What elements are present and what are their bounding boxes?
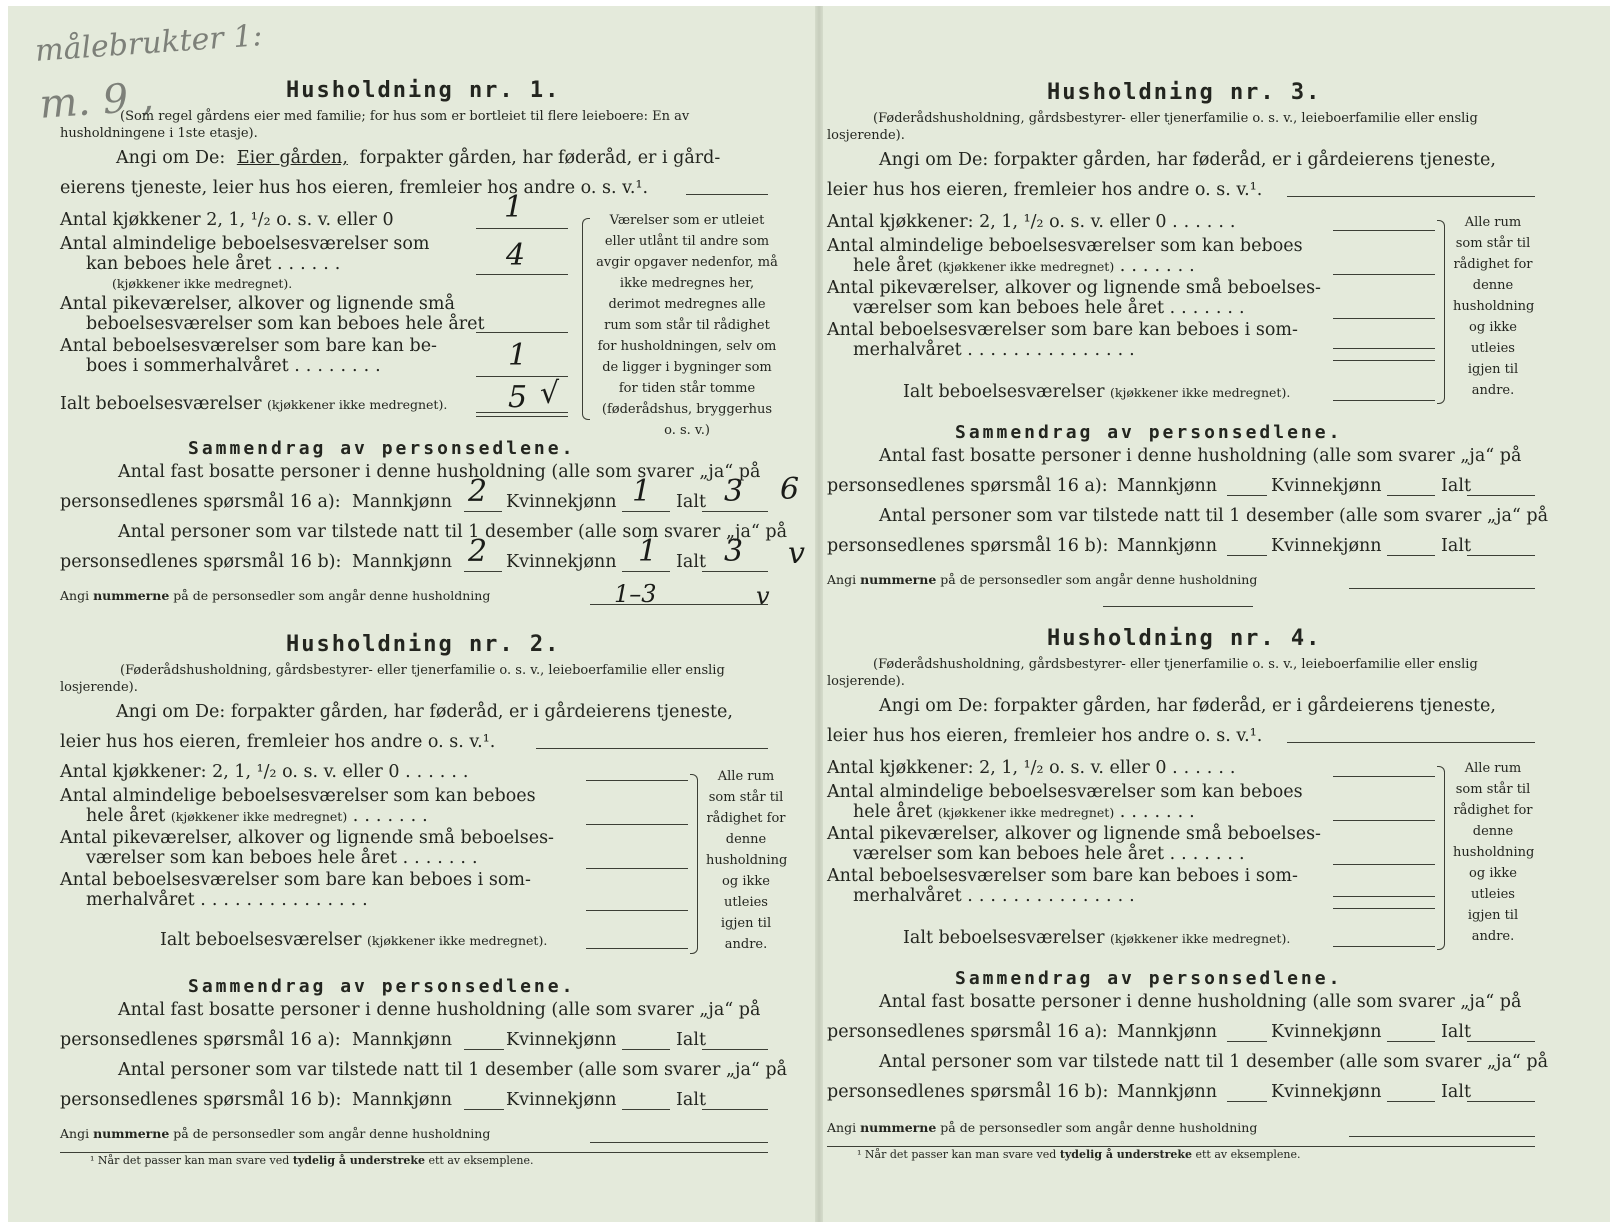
- h2-16b-kvinne-line: [622, 1109, 670, 1110]
- h4-ialt-row: [903, 928, 1290, 948]
- h4-angi-row: [879, 696, 1496, 716]
- h4-16b-kvinne-line: [1387, 1101, 1435, 1102]
- h2-sommer-label-a: Antal beboelsesværelser som bare kan beboes i som-: [60, 870, 531, 890]
- h3-16b-ialt-line: [1467, 555, 1535, 556]
- h1-angi-row2: eierens tjeneste, leier hus hos eieren, fremleier hos andre o. s. v.¹.: [60, 178, 649, 198]
- h2-ialt-row: [160, 930, 547, 950]
- h1-almind-label-c: (kjøkkener ikke medregnet).: [112, 276, 293, 291]
- h1-sommer-label-b-text: boes i sommerhalvåret: [86, 356, 289, 376]
- h1-nummer-row: [60, 588, 490, 603]
- h4-nummer-row: [827, 1120, 1257, 1135]
- h4-sommer-line: [1333, 896, 1435, 897]
- h4-16a-mann-line: [1227, 1041, 1267, 1042]
- h1-eier-option: Eier gården,: [236, 148, 348, 168]
- h3-sommer-line: [1333, 348, 1435, 349]
- h1-ialt-row: [60, 394, 447, 414]
- h1-nummer-a: Angi: [60, 588, 90, 603]
- h4-pike-label-a: Antal pikeværelser, alkover og lignende små beboelses-: [827, 824, 1321, 844]
- h2-pike-line: [586, 868, 688, 869]
- h2-16b-mann-label: Mannkjønn: [352, 1090, 453, 1110]
- h4-side-note: Alle rum som står til rådighet for denne husholdning og ikke utleies igjen til andre.: [1453, 761, 1535, 944]
- h2-nummer-bold: nummerne: [93, 1126, 170, 1141]
- h3-16b-kvinne-label: Kvinnekjønn: [1271, 536, 1382, 556]
- h1-angi-answer-line: [686, 194, 768, 195]
- left-footnote-bold: tydelig å understreke: [292, 1154, 425, 1167]
- h4-sommer-label-b: merhalvåret: [853, 886, 962, 906]
- h4-16a-kvinne-line: [1387, 1041, 1435, 1042]
- h4-nummer-line: [1349, 1136, 1535, 1137]
- h2-pike-row-b: værelser som kan beboes hele året .......: [86, 848, 484, 868]
- h4-nummer-bold: nummerne: [860, 1120, 937, 1135]
- h1-sum-title: Sammendrag av personsedlene.: [188, 438, 576, 459]
- h1-sommer-value: 1: [508, 338, 528, 373]
- h2-nummer-line: [590, 1142, 768, 1143]
- handwritten-margin-number: m. 9 ,: [38, 74, 156, 128]
- h4-angi-line: [1287, 742, 1535, 743]
- h1-ialt-label: Ialt beboelsesværelser: [60, 394, 262, 414]
- h4-pike-line: [1333, 864, 1435, 865]
- h4-ialt-small: (kjøkkener ikke medregnet).: [1110, 931, 1291, 946]
- h4-16a-ialt-line: [1467, 1041, 1535, 1042]
- h3-almind-row-b: hele året (kjøkkener ikke medregnet) .......: [853, 256, 1201, 276]
- h3-sum-title: Sammendrag av personsedlene.: [955, 422, 1343, 443]
- h1-16b-ialt-label: Ialt: [676, 552, 706, 572]
- h4-16a-kvinne-label: Kvinnekjønn: [1271, 1022, 1382, 1042]
- h3-ialt-line: [1333, 400, 1435, 401]
- h1-16b-mann-label: Mannkjønn: [352, 552, 453, 572]
- h1-16a-ialt-line: [702, 511, 768, 512]
- h2-sum-title: Sammendrag av personsedlene.: [188, 976, 576, 997]
- census-form-sheet: [8, 6, 1610, 1222]
- h3-almind-label-a: Antal almindelige beboelsesværelser som kan beboes: [827, 236, 1303, 256]
- h2-16b-kvinne-label: Kvinnekjønn: [506, 1090, 617, 1110]
- h3-pike-label-b: værelser som kan beboes hele året: [853, 298, 1164, 318]
- h1-fast-label-a: Antal fast bosatte personer i denne husholdning (alle som svarer „ja“ på: [118, 462, 761, 482]
- h1-nummer-bold: nummerne: [93, 588, 170, 603]
- h3-nummer-a: Angi: [827, 572, 857, 587]
- h3-side-brace: [1437, 220, 1445, 404]
- h2-almind-small: (kjøkkener ikke medregnet): [170, 809, 348, 824]
- h1-nummer-value: 1–3: [614, 580, 657, 608]
- h3-pike-row-b: værelser som kan beboes hele året .......: [853, 298, 1251, 318]
- h1-16a-kvinne-label: Kvinnekjønn: [506, 492, 617, 512]
- h1-16b-kvinne-line: [622, 571, 670, 572]
- h1-kjokkener-line: [476, 228, 568, 229]
- h1-ialt-value: 5: [508, 380, 528, 415]
- h4-almind-small: (kjøkkener ikke medregnet): [937, 805, 1115, 820]
- h2-tilstede-label-a: Antal personer som var tilstede natt til 1 desember (alle som svarer „ja“ på: [118, 1060, 788, 1080]
- h3-16a-mann-line: [1227, 495, 1267, 496]
- h2-note: (Føderådshusholdning, gårdsbestyrer- eller tjenerfamilie o. s. v., leieboerfamilie eller enslig losjerende).: [60, 663, 725, 695]
- h2-16a-mann-line: [464, 1049, 504, 1050]
- h1-ialt-line-2: [476, 416, 568, 417]
- h1-16b-kvinne-label: Kvinnekjønn: [506, 552, 617, 572]
- left-page: [8, 6, 815, 1222]
- h2-angi-row2: leier hus hos eieren, fremleier hos andre o. s. v.¹.: [60, 732, 496, 752]
- right-footnote-bold: tydelig å understreke: [1059, 1148, 1192, 1161]
- h4-sommer-label-a: Antal beboelsesværelser som bare kan beboes i som-: [827, 866, 1298, 886]
- page-fold: [815, 6, 823, 1222]
- h2-16a-ialt-label: Ialt: [676, 1030, 706, 1050]
- h1-pike-label-b: beboelsesværelser som kan beboes hele året: [86, 314, 485, 334]
- h3-fast-label-a: Antal fast bosatte personer i denne husholdning (alle som svarer „ja“ på: [879, 446, 1522, 466]
- h2-nummer-a: Angi: [60, 1126, 90, 1141]
- h1-ialt-check: √: [540, 376, 560, 411]
- left-footnote-mark: ¹: [90, 1154, 95, 1167]
- h1-pike-line: [476, 332, 568, 333]
- h2-16a-ialt-line: [702, 1049, 768, 1050]
- h3-almind-line: [1333, 274, 1435, 275]
- h1-16a-ialt-value: 3: [724, 474, 744, 509]
- h1-angi-options: forpakter gården, har føderåd, er i gård-: [359, 148, 721, 168]
- h3-16b-mann-label: Mannkjønn: [1117, 536, 1218, 556]
- h2-ialt-label: Ialt beboelsesværelser: [160, 930, 362, 950]
- h3-kjokkener-row: Antal kjøkkener: 2, 1, ¹/₂ o. s. v. eller 0 ......: [827, 212, 1242, 232]
- h2-kjokkener-line: [586, 780, 688, 781]
- h1-16b-mann-value: 2: [468, 534, 488, 569]
- h4-ialt-label: Ialt beboelsesværelser: [903, 928, 1105, 948]
- h1-16a-ialt-label: Ialt: [676, 492, 706, 512]
- h2-16b-mann-line: [464, 1109, 504, 1110]
- h1-almind-line: [476, 274, 568, 275]
- h2-side-brace: [690, 774, 698, 954]
- h3-nummer-b: på de personsedler som angår denne husholdning: [940, 572, 1258, 587]
- h2-nummer-b: på de personsedler som angår denne husholdning: [173, 1126, 491, 1141]
- h4-kjokkener-row: Antal kjøkkener: 2, 1, ¹/₂ o. s. v. eller 0 ......: [827, 758, 1242, 778]
- h2-title: Husholdning nr. 2.: [286, 632, 561, 657]
- h2-almind-row-b: hele året (kjøkkener ikke medregnet) .......: [86, 806, 434, 826]
- right-footnote-b: ett av eksemplene.: [1195, 1148, 1301, 1161]
- h4-note: (Føderådshusholdning, gårdsbestyrer- eller tjenerfamilie o. s. v., leieboerfamilie eller enslig losjerende).: [827, 657, 1478, 689]
- h2-16a-kvinne-label: Kvinnekjønn: [506, 1030, 617, 1050]
- h3-16a-kvinne-line: [1387, 495, 1435, 496]
- h2-ialt-line: [586, 948, 688, 949]
- h3-nummer-bold: nummerne: [860, 572, 937, 587]
- h4-16a-mann-label: Mannkjønn: [1117, 1022, 1218, 1042]
- h1-almind-label-b-text: kan beboes hele året: [86, 254, 272, 274]
- left-footnote-a: Når det passer kan man svare ved: [97, 1154, 290, 1167]
- h3-ialt-row: [903, 382, 1290, 402]
- h4-16b-mann-line: [1227, 1101, 1267, 1102]
- h4-almind-label-b: hele året: [853, 802, 933, 822]
- h2-nummer-row: [60, 1126, 490, 1141]
- h2-kjokkener-label: Antal kjøkkener: 2, 1, ¹/₂ o. s. v. eller 0: [60, 762, 400, 782]
- h1-16b-kvinne-value: 1: [638, 534, 658, 569]
- h4-16a-ialt-label: Ialt: [1441, 1022, 1471, 1042]
- h1-almind-value: 4: [506, 238, 526, 273]
- h1-angi-label: Angi om De:: [116, 148, 226, 168]
- h1-side-brace: [582, 218, 590, 420]
- h4-nummer-b: på de personsedler som angår denne husholdning: [940, 1120, 1258, 1135]
- h1-ialt-small: (kjøkkener ikke medregnet).: [267, 397, 448, 412]
- h2-angi-options: forpakter gården, har føderåd, er i gårdeierens tjeneste,: [230, 702, 733, 722]
- h1-nummer-b: på de personsedler som angår denne husholdning: [173, 588, 491, 603]
- h3-angi-line: [1287, 196, 1535, 197]
- h3-kjokkener-line: [1333, 230, 1435, 231]
- h1-angi-row: [116, 148, 720, 168]
- left-footnote-b: ett av eksemplene.: [428, 1154, 534, 1167]
- h1-sommer-label-b: boes i sommerhalvåret ........: [86, 356, 387, 376]
- h1-nummer-check: v: [756, 582, 770, 610]
- h3-almind-label-b: hele året: [853, 256, 933, 276]
- h2-sommer-row-b: merhalvåret ...............: [86, 890, 374, 910]
- h1-sommer-label-a: Antal beboelsesværelser som bare kan be-: [60, 336, 437, 356]
- h3-nummer-row: [827, 572, 1257, 587]
- h1-kjokkener-label: Antal kjøkkener 2, 1, ¹/₂ o. s. v. eller 0: [60, 210, 394, 230]
- h2-sommer-label-b: merhalvåret: [86, 890, 195, 910]
- h1-16a-mann-value: 2: [468, 474, 488, 509]
- h2-angi-line: [536, 748, 768, 749]
- right-footnote-a: Når det passer kan man svare ved: [864, 1148, 1057, 1161]
- h2-pike-label-a: Antal pikeværelser, alkover og lignende små beboelses-: [60, 828, 554, 848]
- h4-16b-kvinne-label: Kvinnekjønn: [1271, 1082, 1382, 1102]
- right-footnote-mark: ¹: [857, 1148, 862, 1161]
- h3-16a-mann-label: Mannkjønn: [1117, 476, 1218, 496]
- h2-almind-line: [586, 824, 688, 825]
- h1-16a-kvinne-value: 1: [632, 474, 652, 509]
- h1-title: Husholdning nr. 1.: [286, 78, 561, 103]
- h3-fast-label-b: personsedlenes spørsmål 16 a):: [827, 476, 1108, 496]
- h1-16a-mann-label: Mannkjønn: [352, 492, 453, 512]
- h1-16a-kvinne-line: [622, 511, 670, 512]
- h1-almind-label-a: Antal almindelige beboelsesværelser som: [60, 234, 430, 254]
- left-footnote: [90, 1154, 534, 1167]
- h4-tilstede-label-b: personsedlenes spørsmål 16 b):: [827, 1082, 1109, 1102]
- h4-kjokkener-label: Antal kjøkkener: 2, 1, ¹/₂ o. s. v. eller 0: [827, 758, 1167, 778]
- h4-almind-label-a: Antal almindelige beboelsesværelser som kan beboes: [827, 782, 1303, 802]
- h1-pike-label-a: Antal pikeværelser, alkover og lignende små: [60, 294, 455, 314]
- h3-nummer-line: [1349, 588, 1535, 589]
- h2-fast-label-b: personsedlenes spørsmål 16 a):: [60, 1030, 341, 1050]
- h4-almind-line: [1333, 820, 1435, 821]
- h2-ialt-small: (kjøkkener ikke medregnet).: [367, 933, 548, 948]
- h3-16b-ialt-label: Ialt: [1441, 536, 1471, 556]
- h1-tilstede-label-a: Antal personer som var tilstede natt til 1 desember (alle som svarer „ja“ på: [118, 522, 788, 542]
- h1-tilstede-label-b: personsedlenes spørsmål 16 b):: [60, 552, 342, 572]
- h3-16b-kvinne-line: [1387, 555, 1435, 556]
- h3-16b-mann-line: [1227, 555, 1267, 556]
- h3-16a-ialt-label: Ialt: [1441, 476, 1471, 496]
- h4-16b-ialt-label: Ialt: [1441, 1082, 1471, 1102]
- h2-tilstede-label-b: personsedlenes spørsmål 16 b):: [60, 1090, 342, 1110]
- h3-kjokkener-label: Antal kjøkkener: 2, 1, ¹/₂ o. s. v. eller 0: [827, 212, 1167, 232]
- h2-almind-label-b: hele året: [86, 806, 166, 826]
- h4-16b-ialt-line: [1467, 1101, 1535, 1102]
- h4-pike-label-b: værelser som kan beboes hele året: [853, 844, 1164, 864]
- h3-pike-label-a: Antal pikeværelser, alkover og lignende små beboelses-: [827, 278, 1321, 298]
- h4-pike-row-b: værelser som kan beboes hele året .......: [853, 844, 1251, 864]
- h3-side-note: Alle rum som står til rådighet for denne husholdning og ikke utleies igjen til andre.: [1453, 215, 1535, 398]
- h2-16a-mann-label: Mannkjønn: [352, 1030, 453, 1050]
- h2-sommer-line: [586, 910, 688, 911]
- h2-16b-ialt-line: [702, 1109, 768, 1110]
- h1-16b-check: v: [788, 536, 805, 571]
- h3-sommer-label-a: Antal beboelsesværelser som bare kan beboes i som-: [827, 320, 1298, 340]
- right-footnote-rule: [827, 1146, 1535, 1147]
- h1-fast-label-b: personsedlenes spørsmål 16 a):: [60, 492, 341, 512]
- h2-fast-label-a: Antal fast bosatte personer i denne husholdning (alle som svarer „ja“ på: [118, 1000, 761, 1020]
- h3-angi-options: forpakter gården, har føderåd, er i gårdeierens tjeneste,: [993, 150, 1496, 170]
- h3-tilstede-label-b: personsedlenes spørsmål 16 b):: [827, 536, 1109, 556]
- h3-16a-kvinne-label: Kvinnekjønn: [1271, 476, 1382, 496]
- h2-16b-ialt-label: Ialt: [676, 1090, 706, 1110]
- h3-16a-ialt-line: [1467, 495, 1535, 496]
- h2-angi-row: [116, 702, 733, 722]
- h4-ialt-line: [1333, 946, 1435, 947]
- h4-fast-label-b: personsedlenes spørsmål 16 a):: [827, 1022, 1108, 1042]
- h1-16b-ialt-value: 3: [724, 534, 744, 569]
- h4-angi-options: forpakter gården, har føderåd, er i gårdeierens tjeneste,: [993, 696, 1496, 716]
- h4-sum-title: Sammendrag av personsedlene.: [955, 968, 1343, 989]
- right-page: [823, 6, 1610, 1222]
- h2-almind-label-a: Antal almindelige beboelsesværelser som kan beboes: [60, 786, 536, 806]
- h3-note: (Føderådshusholdning, gårdsbestyrer- eller tjenerfamilie o. s. v., leieboerfamilie eller enslig losjerende).: [827, 111, 1478, 143]
- h4-nummer-a: Angi: [827, 1120, 857, 1135]
- h4-sommer-line-2: [1333, 908, 1435, 909]
- h3-separator: [1103, 606, 1253, 607]
- h3-pike-line: [1333, 318, 1435, 319]
- h3-sommer-line-2: [1333, 360, 1435, 361]
- h3-sommer-row-b: merhalvåret ...............: [853, 340, 1141, 360]
- h1-16b-ialt-line: [702, 571, 768, 572]
- h1-16a-extra-value: 6: [780, 472, 800, 507]
- h3-tilstede-label-a: Antal personer som var tilstede natt til 1 desember (alle som svarer „ja“ på: [879, 506, 1549, 526]
- h4-fast-label-a: Antal fast bosatte personer i denne husholdning (alle som svarer „ja“ på: [879, 992, 1522, 1012]
- h1-kjokkener-value: 1: [504, 190, 524, 225]
- h4-16b-mann-label: Mannkjønn: [1117, 1082, 1218, 1102]
- h2-16a-kvinne-line: [622, 1049, 670, 1050]
- h1-16b-mann-line: [464, 571, 502, 572]
- h2-kjokkener-row: Antal kjøkkener: 2, 1, ¹/₂ o. s. v. eller 0 ......: [60, 762, 475, 782]
- h1-almind-label-b: kan beboes hele året ......: [86, 254, 347, 274]
- h1-note: (Som regel gårdens eier med familie; for hus som er bortleiet til flere leieboere: En av husholdningene i 1ste etasje).: [60, 109, 690, 141]
- h4-angi-label: Angi om De:: [879, 696, 989, 716]
- h3-angi-label: Angi om De:: [879, 150, 989, 170]
- h3-angi-row2: leier hus hos eieren, fremleier hos andre o. s. v.¹.: [827, 180, 1263, 200]
- h4-tilstede-label-a: Antal personer som var tilstede natt til 1 desember (alle som svarer „ja“ på: [879, 1052, 1549, 1072]
- h1-side-note: Værelser som er utleiet eller utlånt til andre som avgir opgaver nedenfor, må ikke medregnes her, derimot medregnes alle rum som står til rådighet for husholdningen, selv om de ligger i bygninger som for tiden står tomme (føderådshus, bryggerhus o. s. v.): [596, 213, 778, 438]
- h3-title: Husholdning nr. 3.: [1047, 80, 1322, 105]
- h4-kjokkener-line: [1333, 776, 1435, 777]
- h4-sommer-row-b: merhalvåret ...............: [853, 886, 1141, 906]
- h3-ialt-small: (kjøkkener ikke medregnet).: [1110, 385, 1291, 400]
- h3-angi-row: [879, 150, 1496, 170]
- h1-16a-mann-line: [464, 511, 502, 512]
- handwritten-margin-note: målebrukter 1:: [34, 18, 264, 69]
- h3-sommer-label-b: merhalvåret: [853, 340, 962, 360]
- h2-side-note: Alle rum som står til rådighet for denne husholdning og ikke utleies igjen til andre.: [706, 769, 788, 952]
- h4-angi-row2: leier hus hos eieren, fremleier hos andre o. s. v.¹.: [827, 726, 1263, 746]
- h4-title: Husholdning nr. 4.: [1047, 626, 1322, 651]
- h3-ialt-label: Ialt beboelsesværelser: [903, 382, 1105, 402]
- h4-almind-row-b: hele året (kjøkkener ikke medregnet) .......: [853, 802, 1201, 822]
- h2-pike-label-b: værelser som kan beboes hele året: [86, 848, 397, 868]
- h3-almind-small: (kjøkkener ikke medregnet): [937, 259, 1115, 274]
- h2-angi-label: Angi om De:: [116, 702, 226, 722]
- h4-side-brace: [1437, 766, 1445, 950]
- right-footnote: [857, 1148, 1301, 1161]
- left-footnote-rule: [60, 1152, 768, 1153]
